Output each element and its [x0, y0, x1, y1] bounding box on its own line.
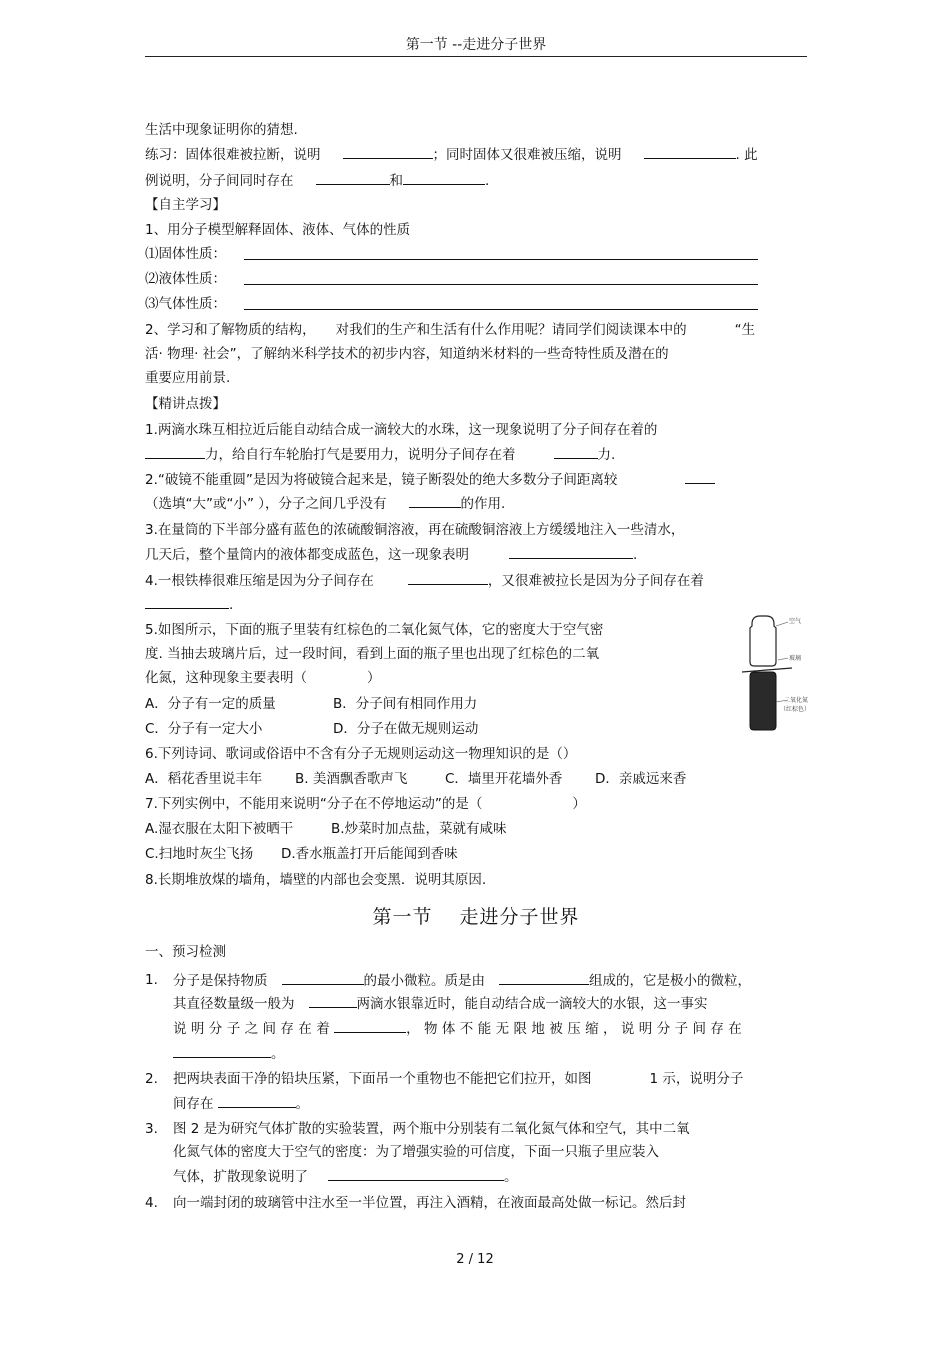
question: 6.下列诗词、歌词或俗语中不含有分子无规则运动这一物理知识的是（） [145, 746, 577, 762]
option-a[interactable]: A．稻花香里说丰年 [145, 771, 263, 787]
question: 把两块表面干净的铅块压紧，下面吊一个重物也不能把它们拉开，如图 1 示，说明分子 [173, 1071, 744, 1087]
preview-heading: 一、预习检测 [145, 944, 226, 960]
upper-bottle [750, 616, 776, 666]
blank[interactable] [218, 1093, 296, 1108]
label: ⑶气体性质： [145, 296, 226, 312]
question: 间存在 。 [173, 1093, 309, 1114]
question: 2.“破镜不能重圆”是因为将破镜合起来是，镜子断裂处的绝大多数分子间距离较 [145, 469, 715, 490]
option-row [145, 819, 507, 839]
blank[interactable] [499, 970, 589, 985]
question: 分子是保持物质 的最小微粒。质是由 组成的，它是极小的微粒， [173, 970, 751, 991]
option-c[interactable]: C.扫地时灰尘飞扬 [145, 846, 254, 862]
blank[interactable] [145, 594, 229, 609]
option-row [145, 719, 478, 739]
item-number: 3. [145, 1121, 158, 1137]
question: （选填“大”或“小” ），分子之间几乎没有 的作用. [145, 493, 505, 514]
page-number: 2 / 12 [456, 1252, 494, 1267]
question: 5.如图所示，下面的瓶子里装有红棕色的二氧化氮气体，它的密度大于空气密 [145, 622, 604, 638]
question: 其直径数量级一般为 两滴水银靠近时，能自动结合成一滴较大的水银，这一事实 [173, 993, 708, 1014]
question: 1.两滴水珠互相拉近后能自动结合成一滴较大的水珠，这一现象说明了分子间存在着的 [145, 422, 658, 438]
option-a[interactable]: A．分子有一定的质量 [145, 696, 276, 712]
blank[interactable] [282, 970, 364, 985]
question: 化氮，这种现象主要表明（ ） [145, 670, 381, 686]
question: 向一端封闭的玻璃管中注水至一半位置，再注入酒精，在液面最高处做一标记。然后封 [173, 1195, 686, 1211]
item-number: 4. [145, 1195, 158, 1211]
option-b[interactable]: B．分子间有相同作用力 [333, 696, 478, 712]
question: 图 2 是为研究气体扩散的实验装置，两个瓶中分别装有二氧化氮气体和空气，其中二氧 [173, 1121, 690, 1137]
label-glass: 玻璃 [789, 655, 802, 662]
option-row [145, 769, 686, 789]
question: 4.一根铁棒很难压缩是因为分子间存在 ，又很难被拉长是因为分子间存在着 [145, 570, 704, 591]
section-heading: 【精讲点拨】 [145, 396, 226, 412]
blank[interactable] [408, 570, 488, 585]
question: 8.长期堆放煤的墙角，墙壁的内部也会变黑．说明其原因. [145, 872, 487, 888]
question: 2、学习和了解物质的结构， 对我们的生产和生活有什么作用呢？请同学们阅读课本中的 “生 [145, 322, 756, 338]
option-b[interactable]: B. 美酒飘香歌声飞 [295, 771, 408, 787]
label-air: 空气 [789, 618, 802, 625]
question: 力，给自行车轮胎打气是要用力，说明分子间存在着 力. [145, 444, 615, 465]
option-row [145, 844, 458, 864]
blank[interactable] [173, 1043, 271, 1058]
question: 气体，扩散现象说明了 。 [173, 1166, 518, 1187]
blank[interactable] [644, 144, 736, 159]
blank[interactable] [685, 469, 715, 484]
blank[interactable] [316, 170, 390, 185]
question: 重要应用前景. [145, 370, 231, 386]
blank[interactable] [409, 493, 461, 508]
answer-line[interactable] [244, 284, 758, 285]
blank[interactable] [343, 144, 433, 159]
label-no2: 二氧化氮 [784, 697, 809, 704]
page-header: 第一节 --走进分子世界 [405, 37, 547, 53]
option-d[interactable]: D．分子在做无规则运动 [333, 721, 479, 737]
item-number: 2. [145, 1071, 158, 1087]
question: 说明分子之间存在着 ，物体不能无限地被压缩，说明分子间存在 [173, 1018, 746, 1039]
text-line: 生活中现象证明你的猜想. [145, 122, 298, 138]
option-d[interactable]: D.香水瓶盖打开后能闻到香味 [281, 846, 458, 862]
answer-line[interactable] [244, 309, 758, 310]
blank[interactable] [403, 170, 485, 185]
blank[interactable] [145, 444, 205, 459]
label: ⑵液体性质： [145, 271, 226, 287]
exercise-line: 练习：固体很难被拉断，说明 ；同时固体又很难被压缩，说明 . 此 [145, 144, 758, 165]
label-color: （红棕色） [780, 706, 810, 713]
blank[interactable] [509, 544, 633, 559]
option-c[interactable]: C．分子有一定大小 [145, 721, 263, 737]
question: 。 [173, 1043, 285, 1064]
question: 1、用分子模型解释固体、液体、气体的性质 [145, 222, 411, 238]
option-c[interactable]: C．墙里开花墙外香 [445, 771, 563, 787]
lower-bottle [750, 672, 776, 730]
question: 7.下列实例中，不能用来说明“分子在不停地运动”的是（ ） [145, 796, 586, 812]
exercise-line: 例说明，分子间同时存在 和 . [145, 170, 489, 191]
option-a[interactable]: A.湿衣服在太阳下被晒干 [145, 821, 294, 837]
question: 活· 物理· 社会”，了解纳米科学技术的初步内容，知道纳米材料的一些奇特性质及潜在的 [145, 346, 669, 362]
section-title: 第一节 走进分子世界 [372, 906, 580, 928]
gas-diffusion-figure [742, 612, 810, 732]
glass-plate [742, 668, 792, 672]
question: 化氮气体的密度大于空气的密度：为了增强实验的可信度，下面一只瓶子里应装入 [173, 1144, 659, 1160]
blank[interactable] [309, 993, 357, 1008]
item-number: 1. [145, 972, 158, 988]
option-b[interactable]: B.炒菜时加点盐，菜就有咸味 [331, 821, 507, 837]
label: ⑴固体性质： [145, 246, 226, 262]
question: 几天后，整个量筒内的液体都变成蓝色，这一现象表明 . [145, 544, 637, 565]
question: . [145, 594, 233, 615]
option-row [145, 694, 477, 714]
header-divider [145, 56, 807, 57]
question: 度. 当抽去玻璃片后，过一段时间，看到上面的瓶子里也出现了红棕色的二氧 [145, 646, 600, 662]
question: 3.在量筒的下半部分盛有蓝色的浓硫酸铜溶液，再在硫酸铜溶液上方缓缓地注入一些清水， [145, 522, 685, 538]
blank[interactable] [554, 444, 598, 459]
blank[interactable] [328, 1166, 504, 1181]
answer-line[interactable] [244, 259, 758, 260]
blank[interactable] [334, 1018, 406, 1033]
option-d[interactable]: D．亲戚远来香 [595, 771, 687, 787]
section-heading: 【自主学习】 [145, 197, 226, 213]
